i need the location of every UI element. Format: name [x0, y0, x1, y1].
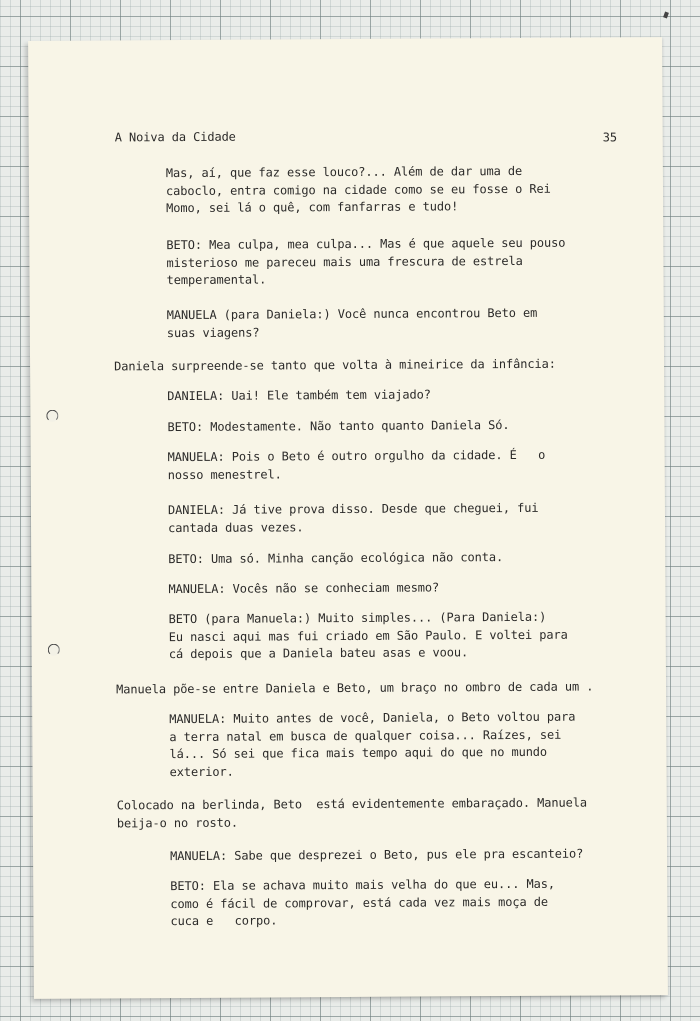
dialogue-block: BETO (para Manuela:) Muito simples... (Para Daniela:) Eu nasci aqui mas fui criado em São Paulo. E voltei para cá depois que a Daniela bateu asas e voou. — [168, 609, 568, 662]
dialogue-block: MANUELA: Muito antes de você, Daniela, o Beto voltou para a terra natal em busca de qualquer coisa... Raízes, sei lá... Só sei que fica mais tempo aqui do que no mundo exterior. — [169, 709, 576, 779]
dialogue-block: BETO: Uma só. Minha canção ecológica não conta. — [168, 550, 504, 567]
dialogue-block: DANIELA: Já tive prova disso. Desde que cheguei, fui cantada duas vezes. — [167, 500, 539, 535]
dialogue-block: BETO: Ela se achava muito mais velha do que eu... Mas, como é fácil de comprovar, está cada vez mais moça de cuca e corpo. — [170, 876, 556, 929]
narration-block: Colocado na berlinda, Beto está evidentemente embaraçado. Manuela beija-o no rosto. — [116, 795, 588, 830]
narration-block: Daniela surpreende-se tanto que volta à mineirice da infância: — [114, 356, 556, 374]
dialogue-block: Mas, aí, que faz esse louco?... Além de dar uma de caboclo, entra comigo na cidade como se eu fosse o Rei Momo, sei lá o quê, com fanfarras e tudo! — [165, 163, 551, 216]
punch-hole-lower — [48, 644, 60, 656]
dialogue-block: MANUELA: Sabe que desprezei o Beto, pus ele pra escanteio? — [170, 846, 584, 864]
dialogue-block: BETO: Modestamente. Não tanto quanto Daniela Só. — [167, 418, 510, 435]
page-number: 35 — [602, 130, 617, 145]
dialogue-block: DANIELA: Uai! Ele também tem viajado? — [167, 387, 431, 404]
dialogue-block: MANUELA: Pois o Beto é outro orgulho da cidade. É o nosso menestrel. — [167, 447, 546, 482]
punch-hole-upper — [46, 410, 58, 422]
running-title: A Noiva da Cidade — [114, 129, 236, 145]
script-page — [28, 37, 668, 999]
dialogue-block: MANUELA: Vocês não se conheciam mesmo? — [168, 580, 440, 597]
corner-mark — [663, 11, 669, 18]
narration-block: Manuela põe-se entre Daniela e Beto, um braço no ombro de cada um . — [116, 679, 594, 697]
dialogue-block: BETO: Mea culpa, mea culpa... Mas é que aquele seu pouso misterioso me pareceu mais uma frescura de estrela temperamental. — [166, 235, 566, 288]
dialogue-block: MANUELA (para Daniela:) Você nunca encontrou Beto em suas viagens? — [166, 305, 538, 340]
